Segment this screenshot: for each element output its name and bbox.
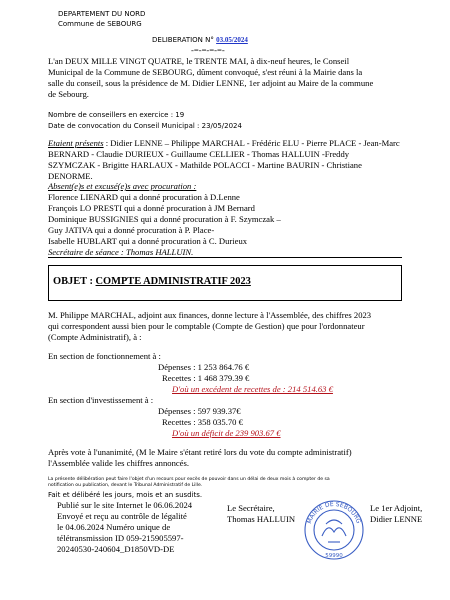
objet-box (48, 265, 402, 301)
publication-line: 20240530-240604_D1850VD-DE (57, 544, 175, 554)
done-statement: Fait et délibéré les jours, mois et an susdits. (48, 491, 203, 499)
publication-line: le 04.06.2024 Numéro unique de (57, 522, 171, 532)
proxy-line: Florence LIENARD qui a donné procuration à D.Lenne (48, 192, 240, 202)
commune-label: Commune de SEBOURG (58, 20, 142, 28)
deliberation-title (152, 35, 248, 45)
proxy-line: François LO PRESTI qui a donné procuration à JM Bernard (48, 203, 255, 213)
intro-line-1: L'an DEUX MILLE VINGT QUATRE, le TRENTE MAI, à dix-neuf heures, le Conseil (48, 56, 350, 66)
present-line-4: DENORME. (48, 171, 93, 181)
objet-label: OBJET : (53, 276, 96, 287)
svg-text:MAIRIE DE SEBOURG (306, 501, 362, 525)
present-line-2: BERNARD - Claudie DURIEUX - Guillaume CELLIER - Thomas HALLUIN -Freddy (48, 149, 350, 159)
investissement-depenses: Dépenses : 597 939.37€ (158, 406, 241, 416)
adjoint-name: Didier LENNE (370, 514, 423, 524)
objet-title: COMPTE ADMINISTRATIF 2023 (95, 276, 251, 287)
department-label: DEPARTEMENT DU NORD (58, 10, 146, 18)
vote-line-2: l'Assemblée valide les chiffres annoncés. (48, 458, 189, 468)
legal-notice-1: La présente délibération peut faire l'objet d'un recours pour excès de pouvoir dans un délai de deux mois à compter de sa (48, 477, 330, 482)
publication-line: télétransmission ID 059-215905597- (57, 533, 184, 543)
fonctionnement-label: En section de fonctionnement à : (48, 351, 161, 361)
fonctionnement-recettes: Recettes : 1 468 379.39 € (162, 373, 250, 383)
fonctionnement-depenses: Dépenses : 1 253 864.76 € (158, 362, 250, 372)
publication-line: Envoyé et reçu au contrôle de légalité (57, 511, 187, 521)
proxy-line: Guy JATIVA qui a donné procuration à P. Place- (48, 225, 215, 235)
present-line-3: SZYMCZAK - Brigitte HARLAUX - Mathilde POLACCI - Martine BAURIN - Christiane (48, 160, 362, 170)
absent-label: Absent(e)s et excusé(e)s avec procuration : (48, 181, 197, 191)
proxy-line: Dominique BUSSIGNIES qui a donné procuration à F. Szymczak – (48, 214, 281, 224)
divider (48, 257, 402, 258)
proxy-line: Isabelle HUBLART qui a donné procuration à C. Durieux (48, 236, 248, 246)
deliberation-number: 03.05/2024 (216, 36, 248, 44)
secretary-title: Le Secrétaire, (227, 503, 275, 513)
publication-line: Publié sur le site Internet le 06.06.2024 (57, 500, 193, 510)
deliberation-prefix: DELIBERATION N° (152, 36, 214, 44)
body-line-2: qui correspondent aussi bien pour le comptable (Compte de Gestion) que pour l'ordonnateur (48, 321, 365, 331)
investissement-recettes: Recettes : 358 035.70 € (162, 417, 243, 427)
secretary-name: Thomas HALLUIN (227, 514, 296, 524)
adjoint-title: Le 1er Adjoint, (370, 503, 423, 513)
body-line-1: M. Philippe MARCHAL, adjoint aux finances, donne lecture à l'Assemblée, des chiffres 2023 (48, 310, 372, 320)
present-line-1 (48, 138, 400, 149)
intro-line-4: de Sebourg. (48, 89, 89, 99)
legal-notice-2: notification ou publication, devant le Tribunal Administratif de Lille. (48, 483, 203, 488)
present-names-1: : Didier LENNE – Philippe MARCHAL - Frédéric ELU - Pierre PLACE - Jean-Marc (103, 138, 400, 148)
separator: -=-=-=-=- (191, 45, 225, 55)
present-label: Etaient présents (48, 138, 104, 148)
vote-line-1: Après vote à l'unanimité, (M le Maire s'étant retiré lors du vote du compte administratif) (48, 447, 352, 457)
convocation-date: Date de convocation du Conseil Municipal : 23/05/2024 (48, 122, 242, 130)
members-count: Nombre de conseillers en exercice : 19 (48, 111, 185, 119)
seal-text: MAIRIE DE SEBOURG (305, 500, 362, 525)
intro-line-3: salle du conseil, sous la présidence de M. Didier LENNE, 1er adjoint au Maire de la commune (48, 78, 374, 88)
intro-line-2: Municipal de la Commune de SEBOURG, dûment convoqué, s'est réuni à la Mairie dans la (48, 67, 363, 77)
fonctionnement-result: D'où un excédent de recettes de : 214 514.63 € (172, 384, 333, 394)
secretary-line: Secrétaire de séance : Thomas HALLUIN. (48, 247, 194, 257)
objet-heading (53, 276, 251, 287)
mairie-seal-icon (298, 498, 370, 562)
investissement-label: En section d'investissement à : (48, 395, 154, 405)
body-line-3: (Compte Administratif), à : (48, 332, 142, 342)
seal-code: 59990 (325, 553, 343, 559)
investissement-result: D'où un déficit de 239 903.67 € (172, 428, 281, 438)
